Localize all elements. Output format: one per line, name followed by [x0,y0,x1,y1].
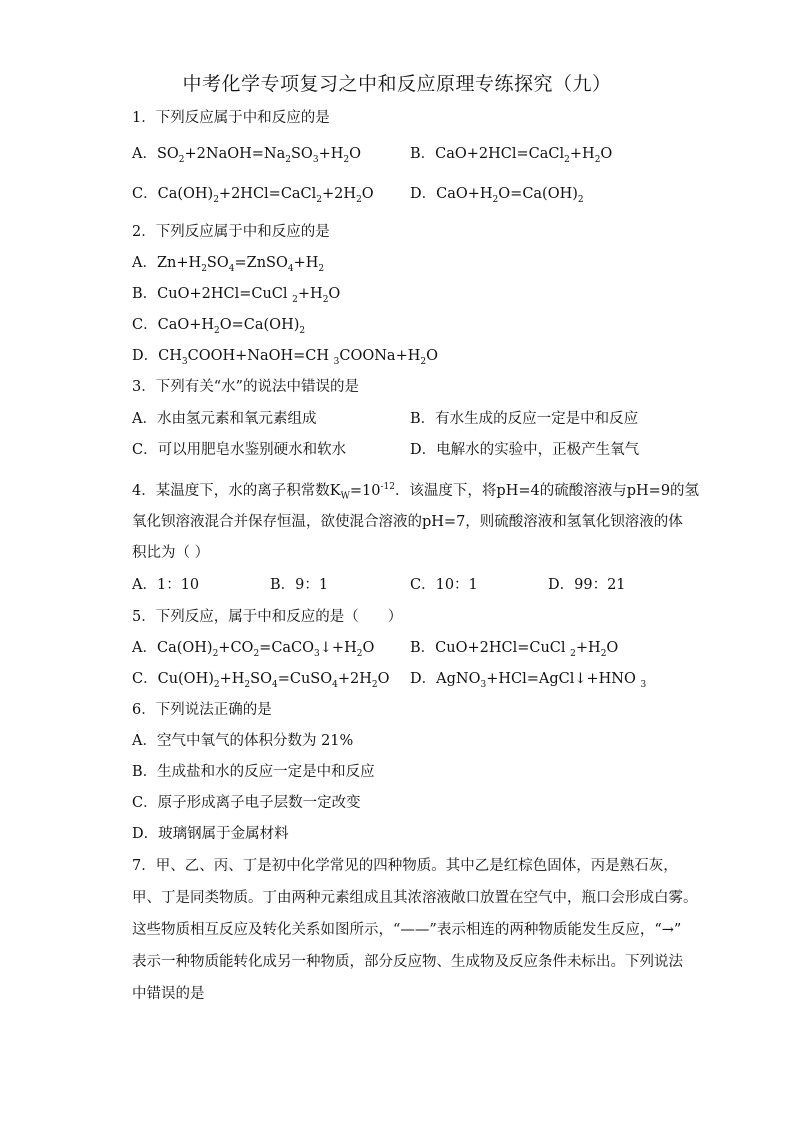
q1-option-b: B．$CaO+2HCl=CaCl_2+H_2O$ [410,146,613,165]
q1-option-a: A．$SO_2+2NaOH=Na_2SO_3+H_2O$ [132,146,361,165]
q1-option-c: C．$Ca(OH)_2+2HCl=CaCl_2+2H_2O$ [132,186,374,205]
q7-line-2: 甲、丁是同类物质。丁由两种元素组成且其浓溶液敞口放置在空气中，瓶口会形成白雾。 [132,890,698,906]
q2-option-b: B．CuO+2HCl=CuCl $_2+H_2O$ [132,286,341,305]
q3-option-d: D．电解水的实验中，正极产生氧气 [410,442,640,458]
q2-option-a: A．$Zn+H_2SO_4=ZnSO_4+H_2$ [132,255,325,274]
q5-option-a: A．$Ca(OH)_2+CO_2=CaCO_3↓+H_2O$ [132,640,375,659]
q2-stem: 2．下列反应属于中和反应的是 [132,224,330,240]
q6-option-a: A．空气中氧气的体积分数为 21% [132,733,354,749]
q7-line-3: 这些物质相互反应及转化关系如图所示，“——”表示相连的两种物质能发生反应，“→” [132,922,682,938]
q4-option-a: A．1：10 [132,577,200,593]
q4-stem-line-1: 4．某温度下，水的离子积常数$K_W=10^{-12}$．该温度下，将pH=4的硫酸溶液与pH=9的氢 [132,482,700,502]
q2-option-c: C．$CaO+H_2O=Ca(OH)_2$ [132,317,306,336]
q3-option-a: A．水由氢元素和氧元素组成 [132,411,317,427]
q3-stem: 3．下列有关“水”的说法中错误的是 [132,379,360,395]
q7-line-5: 中错误的是 [132,986,205,1002]
q4-option-c: C．10：1 [410,577,478,593]
q3-option-c: C．可以用肥皂水鉴别硬水和软水 [132,442,347,458]
q6-option-c: C．原子形成离子电子层数一定改变 [132,795,361,811]
q6-option-b: B．生成盐和水的反应一定是中和反应 [132,764,375,780]
q1-stem: 1．下列反应属于中和反应的是 [132,110,330,126]
q4-stem-line-3: 积比为（ ） [132,545,210,561]
q4-option-d: D．99：21 [548,577,626,593]
q5-option-d: D．AgNO$_3$+HCl=AgCl↓+HNO $_3$ [410,671,647,690]
q5-option-b: B．CuO+2HCl=CuCl $_2+H_2O$ [410,640,619,659]
q6-option-d: D．玻璃钢属于金属材料 [132,826,289,842]
q3-option-b: B．有水生成的反应一定是中和反应 [410,411,639,427]
q7-line-4: 表示一种物质能转化成另一种物质，部分反应物、生成物及反应条件未标出。下列说法 [132,954,683,970]
q5-stem: 5．下列反应，属于中和反应的是（ ） [132,609,403,625]
q7-line-1: 7．甲、乙、丙、丁是初中化学常见的四种物质。其中乙是红棕色固体，丙是熟石灰， [132,858,678,874]
q4-stem-line-2: 氧化钡溶液混合并保存恒温，欲使混合溶液的pH=7，则硫酸溶液和氢氧化钡溶液的体 [132,514,683,530]
q2-option-d: D．$CH_3COOH+NaOH=CH$ $_3COONa+H_2O$ [132,348,438,367]
q4-option-b: B．9：1 [270,577,329,593]
q1-option-d: D．$CaO+H_2O=Ca(OH)_2$ [410,186,584,205]
q7-paragraph [132,850,698,1010]
page-title: 中考化学专项复习之中和反应原理专练探究（九） [182,73,612,95]
q5-option-c: C．$Cu(OH)_2+H_2SO_4=CuSO_4+2H_2O$ [132,671,390,690]
q6-stem: 6．下列说法正确的是 [132,702,272,718]
